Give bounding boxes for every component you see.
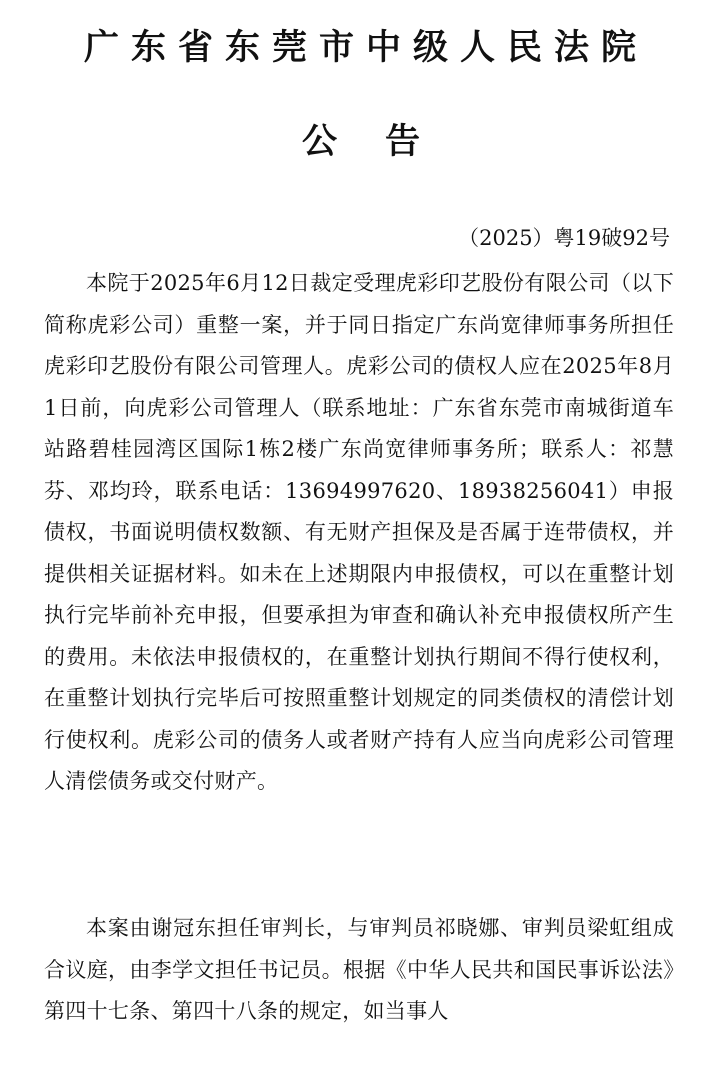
body-paragraph-2: 本案由谢冠东担任审判长，与审判员祁晓娜、审判员梁虹组成合议庭，由李学文担任书记员。根据《中华人民共和国民事诉讼法》第四十七条、第四十八条的规定，如当事人	[44, 916, 674, 1023]
court-name-heading: 广东省东莞市中级人民法院	[83, 28, 648, 68]
case-number: （2025）粤19破92号	[458, 226, 670, 250]
document-title: 公告	[301, 122, 468, 162]
body-paragraph-1: 本院于2025年6月12日裁定受理虎彩印艺股份有限公司（以下简称虎彩公司）重整一案，并于同日指定广东尚宽律师事务所担任虎彩印艺股份有限公司管理人。虎彩公司的债权人应在2025年8月1日前，向虎彩公司管理人（联系地址：广东省东莞市南城街道车站路碧桂园湾区国际1栋2楼广东尚宽律师事务所；联系人：祁慧芬、邓均玲，联系电话：13694997620、18938256041）申报债权，书面说明债权数额、有无财产担保及是否属于连带债权，并提供相关证据材料。如未在上述期限内申报债权，可以在重整计划执行完毕前补充申报，但要承担为审查和确认补充申报债权所产生的费用。未依法申报债权的，在重整计划执行期间不得行使权利，在重整计划执行完毕后可按照重整计划规定的同类债权的清偿计划行使权利。虎彩公司的债务人或者财产持有人应当向虎彩公司管理人清偿债务或交付财产。	[44, 271, 674, 793]
